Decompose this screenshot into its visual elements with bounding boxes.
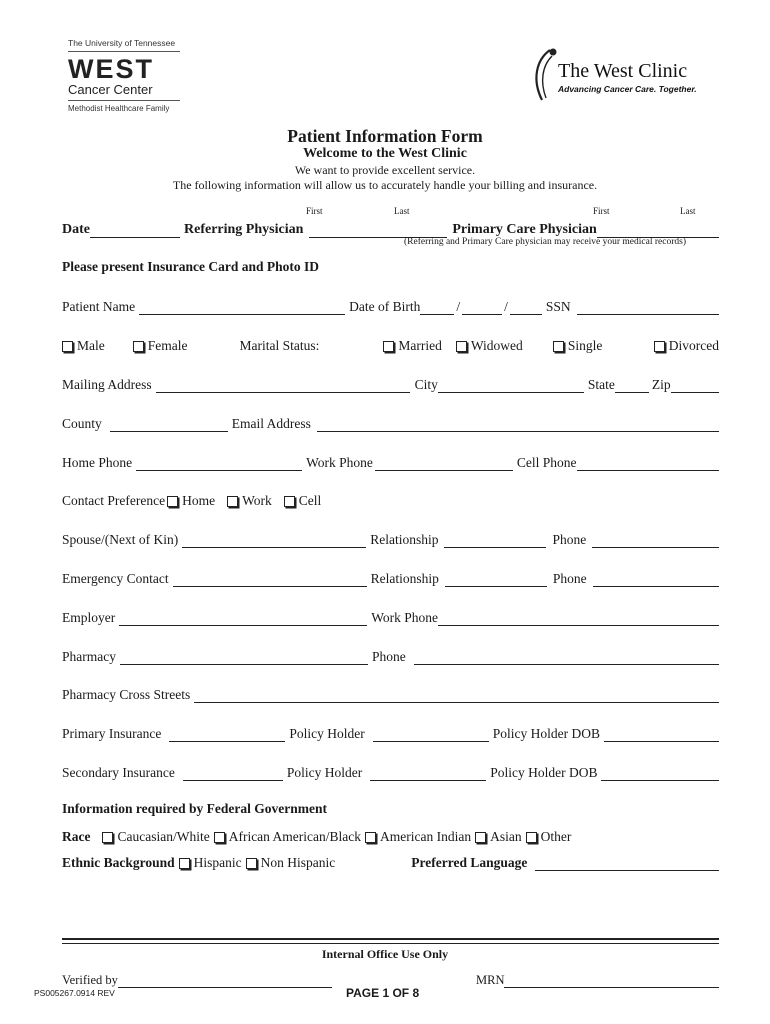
contact-home-label: Home <box>182 493 216 508</box>
mailing-address-label: Mailing Address <box>62 377 152 392</box>
preferred-language-label: Preferred Language <box>411 855 528 870</box>
emergency-relationship-label: Relationship <box>370 571 439 586</box>
west-cancer-center-logo <box>68 38 180 113</box>
row-pharmacy-cross <box>62 683 719 703</box>
row-emergency <box>62 567 719 587</box>
widowed-label: Widowed <box>470 338 523 353</box>
single-checkbox[interactable] <box>553 338 603 354</box>
secondary-insurance-field[interactable] <box>183 766 283 781</box>
work-phone-field[interactable] <box>375 456 513 471</box>
work-phone-label: Work Phone <box>306 455 373 470</box>
checkbox-icon <box>179 858 190 869</box>
secondary-insurance-label: Secondary Insurance <box>62 765 175 780</box>
federal-heading: Information required by Federal Government <box>62 801 327 816</box>
primary-last-hint: Last <box>680 206 696 216</box>
pharmacy-label: Pharmacy <box>62 649 116 664</box>
primary-insurance-field[interactable] <box>169 727 285 742</box>
checkbox-icon <box>214 832 225 843</box>
spouse-phone-label: Phone <box>552 532 587 547</box>
email-field[interactable] <box>317 417 719 432</box>
office-divider <box>62 938 719 944</box>
race-option-2-checkbox[interactable] <box>365 829 471 845</box>
pharmacy-cross-streets-field[interactable] <box>194 688 719 703</box>
west-clinic-swoosh-icon <box>528 46 562 104</box>
divorced-checkbox[interactable] <box>654 338 719 354</box>
race-option-0-checkbox[interactable] <box>102 829 209 845</box>
cell-phone-field[interactable] <box>577 456 719 471</box>
married-label: Married <box>398 338 442 353</box>
mrn-field[interactable] <box>504 973 719 988</box>
dob-year-field[interactable] <box>510 300 542 315</box>
referring-first-hint: First <box>306 206 323 216</box>
patient-name-label: Patient Name <box>62 299 136 314</box>
form-subtitle: Welcome to the West Clinic <box>303 146 467 161</box>
checkbox-icon <box>102 832 113 843</box>
city-label: City <box>414 377 438 392</box>
male-label: Male <box>77 338 105 353</box>
widowed-checkbox[interactable] <box>456 338 523 354</box>
spouse-field[interactable] <box>182 533 366 548</box>
logo-university-text: The University of Tennessee <box>68 38 180 52</box>
checkbox-icon <box>365 832 376 843</box>
dob-month-field[interactable] <box>420 300 454 315</box>
primary-policy-holder-field[interactable] <box>373 727 489 742</box>
race-label: Race <box>62 829 91 844</box>
female-label: Female <box>147 338 188 353</box>
row-ethnic <box>62 851 719 871</box>
intro-line-1: We want to provide excellent service. <box>294 163 476 177</box>
primary-first-hint: First <box>593 206 610 216</box>
checkbox-icon <box>383 341 394 352</box>
female-checkbox[interactable] <box>133 338 188 354</box>
secondary-policy-holder-dob-field[interactable] <box>601 766 719 781</box>
mailing-address-field[interactable] <box>156 378 410 393</box>
race-option-0-label: Caucasian/White <box>117 829 210 844</box>
spouse-phone-field[interactable] <box>592 533 719 548</box>
emergency-contact-label: Emergency Contact <box>62 571 169 586</box>
county-label: County <box>62 416 102 431</box>
page-number: PAGE 1 OF 8 <box>346 986 420 1000</box>
form-code: PS005267.0914 REV <box>34 988 115 998</box>
office-use-heading: Internal Office Use Only <box>321 947 449 961</box>
row-pharmacy <box>62 645 719 665</box>
married-checkbox[interactable] <box>383 338 441 354</box>
pharmacy-phone-field[interactable] <box>414 650 719 665</box>
primary-insurance-label: Primary Insurance <box>62 726 162 741</box>
emergency-contact-field[interactable] <box>173 572 367 587</box>
physician-records-note: (Referring and Primary Care physician may receive your medical records) <box>404 237 686 247</box>
dob-slash-1: / <box>456 299 461 314</box>
checkbox-icon <box>227 496 238 507</box>
checkbox-icon <box>475 832 486 843</box>
non-hispanic-checkbox[interactable] <box>246 855 336 871</box>
emergency-phone-field[interactable] <box>593 572 719 587</box>
checkbox-icon <box>133 341 144 352</box>
checkbox-icon <box>167 496 178 507</box>
employer-work-phone-field[interactable] <box>438 611 719 626</box>
row-mrn <box>476 970 719 988</box>
home-phone-field[interactable] <box>136 456 302 471</box>
spouse-relationship-label: Relationship <box>370 532 439 547</box>
verified-by-field[interactable] <box>118 973 332 988</box>
west-clinic-name: The West Clinic <box>558 60 688 82</box>
county-field[interactable] <box>110 417 228 432</box>
secondary-policy-holder-label: Policy Holder <box>286 765 363 780</box>
primary-policy-holder-label: Policy Holder <box>289 726 365 741</box>
row-verified <box>62 970 332 988</box>
logo-subtitle: Cancer Center <box>68 83 180 101</box>
spouse-label: Spouse/(Next of Kin) <box>62 532 179 547</box>
zip-field[interactable] <box>671 378 719 393</box>
employer-field[interactable] <box>119 611 367 626</box>
race-option-2-label: American Indian <box>380 829 472 844</box>
single-label: Single <box>567 338 603 353</box>
secondary-policy-holder-dob-label: Policy Holder DOB <box>490 765 598 780</box>
checkbox-icon <box>284 496 295 507</box>
dob-day-field[interactable] <box>462 300 502 315</box>
checkbox-icon <box>62 341 73 352</box>
date-field[interactable] <box>90 223 180 238</box>
pharmacy-field[interactable] <box>120 650 368 665</box>
row-spouse <box>62 528 719 548</box>
race-option-4-label: Other <box>540 829 572 844</box>
ethnic-background-label: Ethnic Background <box>62 855 175 870</box>
row-primary-insurance <box>62 722 719 742</box>
home-phone-label: Home Phone <box>62 455 133 470</box>
spouse-relationship-field[interactable] <box>444 533 546 548</box>
pharmacy-phone-label: Phone <box>371 649 406 664</box>
race-option-3-label: Asian <box>490 829 522 844</box>
checkbox-icon <box>553 341 564 352</box>
contact-work-checkbox[interactable] <box>227 493 272 509</box>
preferred-language-field[interactable] <box>535 856 719 871</box>
row-patient <box>62 295 719 315</box>
present-card-notice: Please present Insurance Card and Photo ID <box>62 259 320 274</box>
referring-physician-label: Referring Physician <box>184 222 304 237</box>
checkbox-icon <box>456 341 467 352</box>
verified-by-label: Verified by <box>62 973 118 987</box>
contact-work-label: Work <box>242 493 272 508</box>
row-race <box>62 825 719 845</box>
row-gender-marital <box>62 334 719 354</box>
row-phones <box>62 451 719 471</box>
primary-care-physician-field[interactable] <box>597 223 719 238</box>
cell-phone-label: Cell Phone <box>516 455 577 470</box>
divorced-label: Divorced <box>668 338 719 353</box>
ssn-label: SSN <box>545 299 571 314</box>
contact-preference-label: Contact Preference <box>62 493 166 508</box>
date-label: Date <box>62 222 90 237</box>
male-checkbox[interactable] <box>62 338 105 354</box>
primary-policy-holder-dob-label: Policy Holder DOB <box>492 726 600 741</box>
race-option-4-checkbox[interactable] <box>526 829 572 845</box>
logo-family-text: Methodist Healthcare Family <box>68 104 170 113</box>
hispanic-checkbox[interactable] <box>179 855 242 871</box>
referring-physician-field[interactable] <box>309 223 447 238</box>
emergency-relationship-field[interactable] <box>445 572 547 587</box>
zip-label: Zip <box>651 377 671 392</box>
mrn-label: MRN <box>476 973 505 987</box>
row-contact-preference <box>62 489 719 509</box>
row-employer <box>62 606 719 626</box>
contact-home-checkbox[interactable] <box>167 493 215 509</box>
primary-policy-holder-dob-field[interactable] <box>604 727 719 742</box>
state-label: State <box>587 377 615 392</box>
row-county-email <box>62 412 719 432</box>
email-label: Email Address <box>231 416 311 431</box>
race-option-3-checkbox[interactable] <box>475 829 522 845</box>
pharmacy-cross-streets-label: Pharmacy Cross Streets <box>62 687 191 702</box>
intro-line-2: The following information will allow us to accurately handle your billing and insurance. <box>172 178 598 192</box>
row-secondary-insurance <box>62 761 719 781</box>
west-clinic-tagline: Advancing Cancer Care. Together. <box>558 84 697 94</box>
hispanic-label: Hispanic <box>193 855 242 870</box>
race-option-1-label: African American/Black <box>228 829 362 844</box>
west-clinic-logo <box>528 46 728 106</box>
ssn-field[interactable] <box>577 300 719 315</box>
state-field[interactable] <box>615 378 649 393</box>
race-option-1-checkbox[interactable] <box>214 829 361 845</box>
referring-last-hint: Last <box>394 206 410 216</box>
row-date-physicians <box>62 218 719 238</box>
marital-status-label: Marital Status: <box>239 338 320 353</box>
form-title: Patient Information Form <box>287 126 483 146</box>
contact-cell-checkbox[interactable] <box>284 493 322 509</box>
checkbox-icon <box>526 832 537 843</box>
employer-label: Employer <box>62 610 116 625</box>
contact-cell-label: Cell <box>298 493 322 508</box>
non-hispanic-label: Non Hispanic <box>260 855 336 870</box>
checkbox-icon <box>246 858 257 869</box>
emergency-phone-label: Phone <box>552 571 587 586</box>
patient-name-field[interactable] <box>139 300 345 315</box>
logo-word: WEST <box>68 54 154 84</box>
checkbox-icon <box>654 341 665 352</box>
secondary-policy-holder-field[interactable] <box>370 766 486 781</box>
city-field[interactable] <box>438 378 584 393</box>
dob-slash-2: / <box>504 299 508 314</box>
employer-work-phone-label: Work Phone <box>371 610 439 625</box>
row-address <box>62 373 719 393</box>
dob-label: Date of Birth <box>349 299 421 314</box>
primary-care-physician-label: Primary Care Physician <box>452 222 597 237</box>
